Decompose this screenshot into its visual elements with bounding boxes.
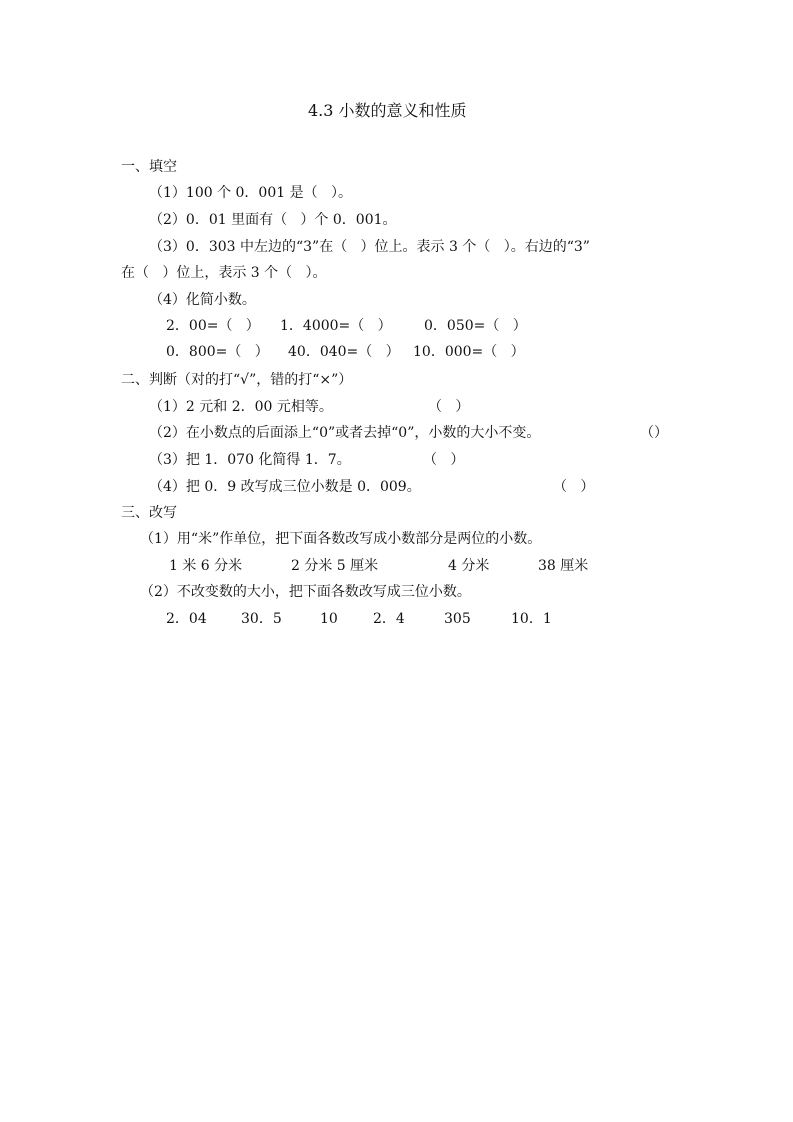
- simplify-item: 10．000=（ ）: [413, 344, 525, 360]
- fill-question-4: （4）化简小数。: [149, 292, 256, 308]
- judge-answer-paren: （ ）: [553, 479, 595, 495]
- rewrite-number-item: 10．1: [511, 611, 552, 627]
- judge-item-2: （2）在小数点的后面添上“0”或者去掉“0”，小数的大小不变。: [149, 425, 541, 441]
- judge-answer-paren: （ ）: [428, 399, 470, 415]
- rewrite-number-item: 2．04: [166, 611, 207, 627]
- simplify-item: 0．050=（ ）: [424, 318, 527, 334]
- fill-question-2: （2）0．01 里面有（ ）个 0．001。: [149, 212, 397, 228]
- section-heading-rewrite: 三、改写: [121, 505, 177, 521]
- rewrite-measure-item: 2 分米 5 厘米: [291, 558, 379, 574]
- simplify-item: 40．040=（ ）: [288, 344, 400, 360]
- judge-item-1: （1）2 元和 2．00 元相等。: [149, 399, 333, 415]
- judge-answer-paren: （）: [640, 425, 668, 441]
- rewrite-question-1: （1）用“米”作单位，把下面各数改写成小数部分是两位的小数。: [140, 531, 542, 547]
- fill-question-1: （1）100 个 0．001 是（ ）。: [149, 185, 352, 201]
- section-heading-fill-blank: 一、填空: [121, 159, 177, 175]
- rewrite-number-item: 305: [444, 611, 471, 627]
- rewrite-question-2: （2）不改变数的大小，把下面各数改写成三位小数。: [140, 584, 471, 600]
- fill-question-3-line-2: 在（ ）位上，表示 3 个（ ）。: [121, 265, 327, 281]
- judge-answer-paren: （ ）: [423, 452, 465, 468]
- section-heading-judge: 二、判断（对的打“√”，错的打“×”）: [121, 372, 353, 388]
- simplify-item: 2．00=（ ）: [166, 318, 260, 334]
- judge-item-3: （3）把 1．070 化简得 1．7。: [149, 452, 351, 468]
- fill-question-3-line-1: （3）0．303 中左边的“3”在（ ）位上。表示 3 个（ ）。右边的“3”: [149, 239, 590, 255]
- rewrite-measure-item: 4 分米: [448, 558, 490, 574]
- page-title: 4.3 小数的意义和性质: [308, 101, 467, 120]
- simplify-item: 0．800=（ ）: [166, 344, 269, 360]
- rewrite-measure-item: 1 米 6 分米: [169, 558, 243, 574]
- rewrite-measure-item: 38 厘米: [538, 558, 589, 574]
- judge-item-4: （4）把 0．9 改写成三位小数是 0．009。: [149, 479, 421, 495]
- simplify-item: 1．4000=（ ）: [280, 318, 392, 334]
- rewrite-number-item: 2．4: [373, 611, 405, 627]
- rewrite-number-item: 30．5: [241, 611, 282, 627]
- rewrite-number-item: 10: [320, 611, 338, 627]
